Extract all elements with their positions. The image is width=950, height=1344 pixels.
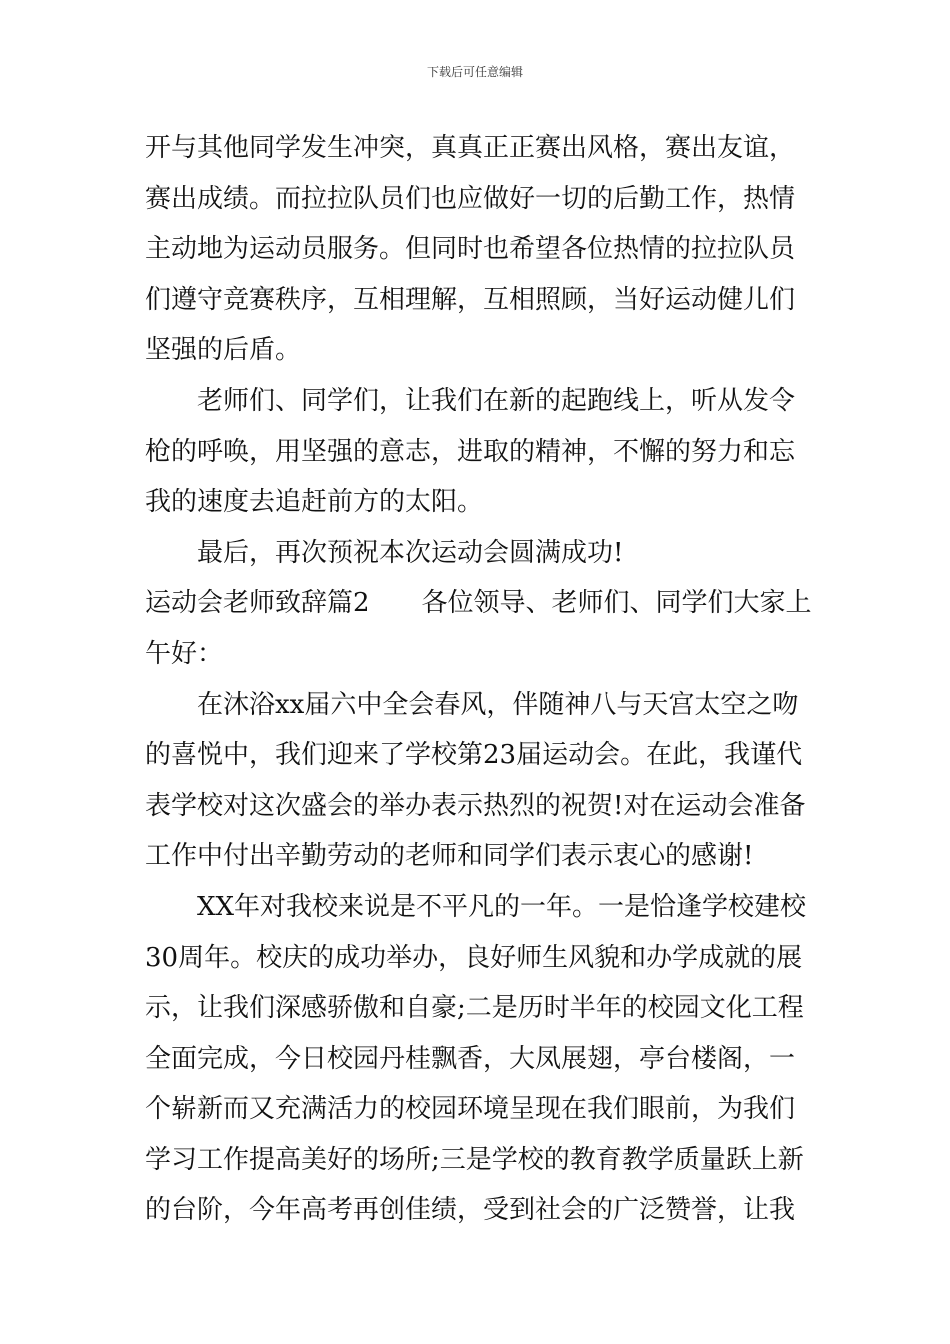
- text-line: 的台阶，今年高考再创佳绩，受到社会的广泛赞誉，让我: [145, 1195, 796, 1226]
- text-line: 赛出成绩。而拉拉队员们也应做好一切的后勤工作，热情: [145, 183, 796, 214]
- text-line: 个崭新而又充满活力的校园环境呈现在我们眼前，为我们: [145, 1094, 796, 1125]
- text-line: 坚强的后盾。: [145, 335, 302, 366]
- text-line: 的喜悦中，我们迎来了学校第23届运动会。在此，我谨代: [145, 740, 803, 771]
- text-line: 主动地为运动员服务。但同时也希望各位热情的拉拉队员: [145, 234, 796, 265]
- text-line: 30周年。校庆的成功举办，良好师生风貌和办学成就的展: [145, 942, 803, 973]
- text-line: 示，让我们深感骄傲和自豪;二是历时半年的校园文化工程: [145, 993, 804, 1024]
- text-line: 我的速度去追赶前方的太阳。: [145, 487, 484, 518]
- greeting-text: 各位领导、老师们、同学们大家上: [421, 588, 812, 619]
- document-body: [145, 123, 812, 1236]
- paragraph-start-line: 在沐浴xx届六中全会春风，伴随神八与天宫太空之吻: [197, 689, 799, 720]
- paragraph-start-line: 老师们、同学们，让我们在新的起跑线上，听从发令: [197, 385, 796, 416]
- text-line: 表学校对这次盛会的举办表示热烈的祝贺!对在运动会准备: [145, 790, 806, 821]
- section-heading: 运动会老师致辞篇2: [145, 588, 370, 619]
- text-line: 学习工作提高美好的场所;三是学校的教育教学质量跃上新: [145, 1144, 804, 1175]
- section-heading-line: [145, 578, 812, 629]
- text-line: 午好：: [145, 638, 224, 669]
- text-line: 开与其他同学发生冲突，真真正正赛出风格，赛出友谊，: [145, 133, 796, 163]
- paragraph-start-line: XX年对我校来说是不平凡的一年。一是恰逢学校建校: [197, 891, 807, 922]
- text-line: 全面完成，今日校园丹桂飘香，大凤展翅，亭台楼阁，一: [145, 1043, 796, 1074]
- text-line: 枪的呼唤，用坚强的意志，进取的精神，不懈的努力和忘: [145, 436, 796, 467]
- text-line: 工作中付出辛勤劳动的老师和同学们表示衷心的感谢!: [145, 841, 754, 872]
- page-header-note: 下载后可任意编辑: [426, 65, 523, 79]
- paragraph-start-line: 最后，再次预祝本次运动会圆满成功!: [197, 537, 624, 568]
- text-line: 们遵守竞赛秩序，互相理解，互相照顾，当好运动健儿们: [145, 284, 796, 315]
